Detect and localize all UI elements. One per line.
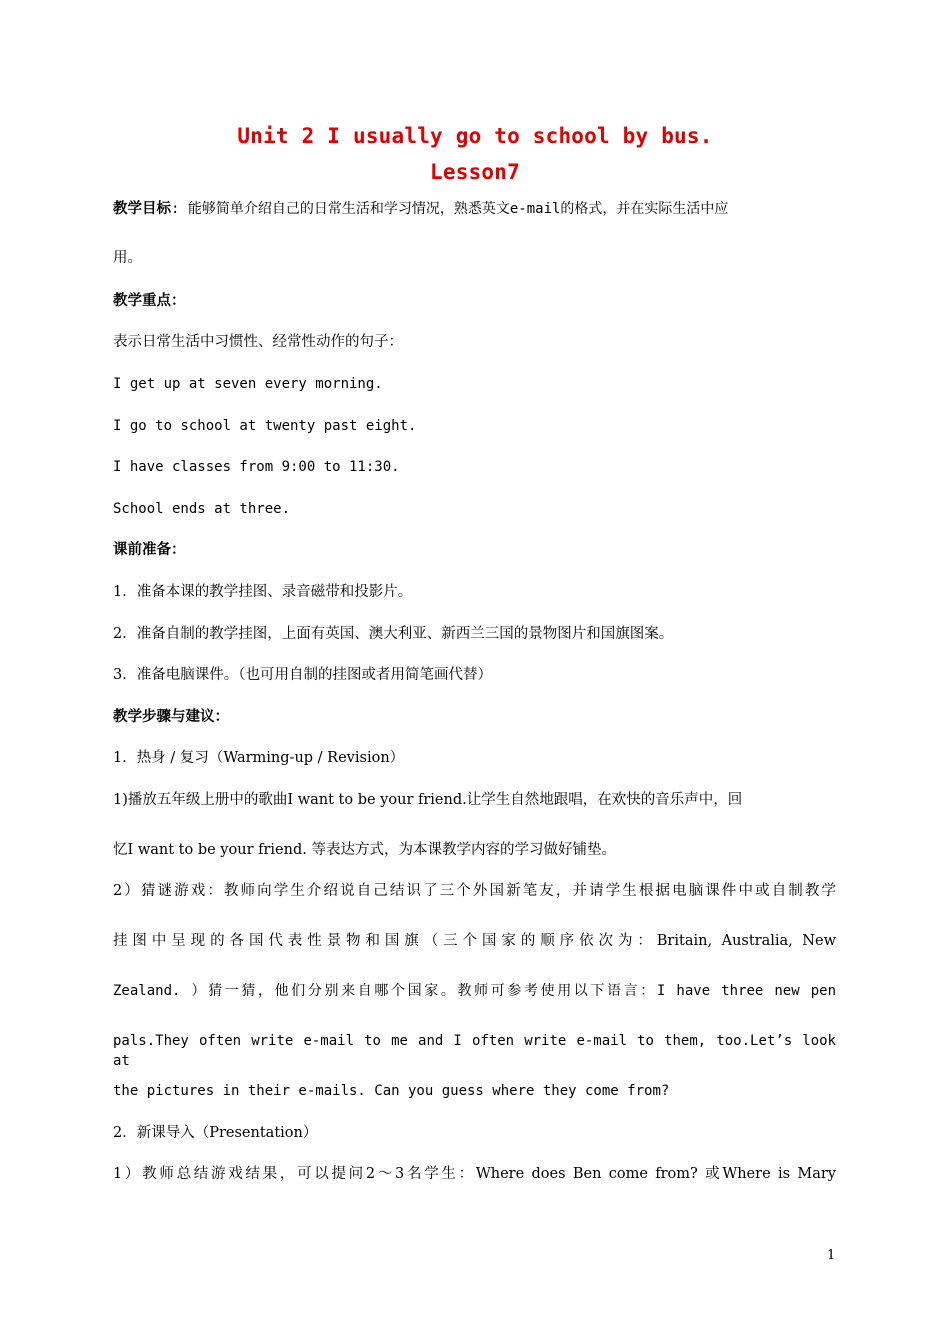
page-number: 1 — [827, 1248, 836, 1263]
key-sentence-2: I go to school at twenty past eight. — [113, 418, 417, 434]
step1-item1-line1: 1)播放五年级上册中的歌曲I want to be your friend.让学生自然地跟唱，在欢快的音乐声中，回 — [113, 792, 743, 808]
key-points-intro: 表示日常生活中习惯性、经常性动作的句子： — [113, 334, 403, 350]
step2-item1-line1: 1）教师总结游戏结果，可以提问2～3名学生：Where does Ben come from? 或Where is Mary — [113, 1166, 836, 1182]
step2-title: 2．新课导入（Presentation） — [113, 1125, 318, 1141]
key-points-heading: 教学重点： — [113, 292, 186, 309]
objective-line-2: 用。 — [113, 250, 142, 266]
step1-title: 1．热身 / 复习（Warming-up / Revision） — [113, 750, 405, 766]
key-sentence-1: I get up at seven every morning. — [113, 376, 383, 392]
preparation-item-2: 2．准备自制的教学挂图，上面有英国、澳大利亚、新西兰三国的景物图片和国旗图案。 — [113, 626, 674, 642]
title-unit: Unit 2 I usually go to school by bus. — [237, 124, 713, 148]
key-sentence-3: I have classes from 9:00 to 11:30. — [113, 459, 400, 475]
step1-item2-line1: 2）猜谜游戏：教师向学生介绍说自己结识了三个外国新笔友，并请学生根据电脑课件中或自制教学 — [113, 883, 836, 899]
step1-item2-line4: pals.They often write e-mail to me and I often write e-mail to them, too.Let’s look at — [113, 1033, 836, 1069]
steps-heading: 教学步骤与建议： — [113, 708, 229, 725]
objective-line-1 — [113, 199, 728, 219]
objective-label: 教学目标 — [113, 200, 171, 217]
step1-item2-line2: 挂图中呈现的各国代表性景物和国旗（三个国家的顺序依次为：Britain, Australia, New — [113, 933, 836, 949]
step1-item2-line3: Zealand. ）猜一猜，他们分别来自哪个国家。教师可参考使用以下语言：I have three new pen — [113, 983, 836, 999]
objective-text: : 能够简单介绍自己的日常生活和学习情况，熟悉英文e-mail的格式，并在实际生活中应 — [171, 201, 729, 217]
key-sentence-4: School ends at three. — [113, 501, 291, 517]
step1-item2-line5: the pictures in their e-mails. Can you guess where they come from? — [113, 1083, 670, 1099]
step1-item1-line2: 忆I want to be your friend. 等表达方式，为本课教学内容的学习做好铺垫。 — [113, 842, 616, 858]
preparation-item-1: 1．准备本课的教学挂图、录音磁带和投影片。 — [113, 584, 413, 600]
preparation-item-3: 3．准备电脑课件。（也可用自制的挂图或者用简笔画代替） — [113, 667, 492, 683]
preparation-heading: 课前准备： — [113, 541, 186, 558]
title-lesson: Lesson7 — [430, 160, 520, 184]
